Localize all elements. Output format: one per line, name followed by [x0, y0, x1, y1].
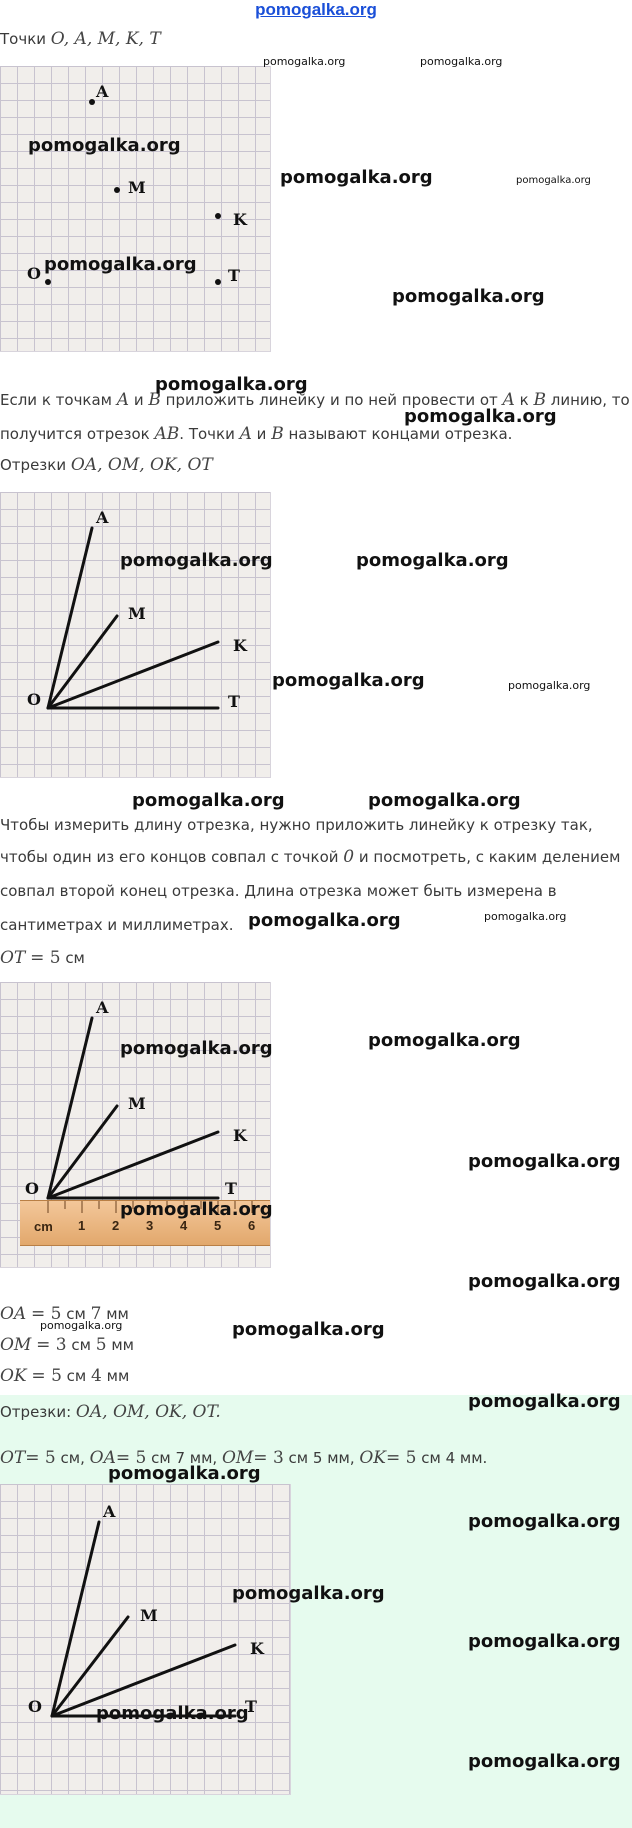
unit-fragment: мм — [106, 1305, 129, 1323]
point-a-label: A — [96, 82, 109, 101]
unit-fragment: см — [71, 1336, 91, 1354]
point-a-dot — [89, 99, 95, 105]
point-t-label: T — [245, 1697, 257, 1716]
math-fragment: 7 — [90, 1304, 102, 1324]
math-fragment: OA, OM, OK, OT. — [75, 1402, 221, 1422]
text-fragment: и — [133, 391, 144, 409]
ot-measurement — [0, 941, 85, 975]
point-o-dot — [45, 279, 51, 285]
math-fragment: B — [148, 390, 161, 410]
text-fragment: Если к точкам — [0, 391, 113, 409]
math-fragment: OM — [221, 1448, 254, 1468]
answer-grid-figure — [0, 1484, 291, 1795]
unit-fragment: см — [65, 949, 85, 967]
watermark-text: pomogalka.org — [468, 1391, 621, 1412]
math-fragment: A — [502, 390, 515, 410]
text-fragment: линию, то — [550, 391, 630, 409]
watermark-text: pomogalka.org — [516, 175, 591, 186]
watermark-text: pomogalka.org — [420, 55, 503, 68]
watermark-text: pomogalka.org — [155, 374, 308, 395]
point-o-label: O — [27, 690, 41, 709]
watermark-text: pomogalka.org — [356, 550, 509, 571]
watermark-text: pomogalka.org — [484, 910, 567, 923]
ruler-tick-label: 2 — [112, 1218, 120, 1233]
watermark-text: pomogalka.org — [468, 1751, 621, 1772]
point-o-label: O — [27, 264, 41, 283]
segments-diagram — [0, 492, 270, 777]
math-fragment: = 3 — [36, 1335, 67, 1355]
watermark-text: pomogalka.org — [132, 790, 285, 811]
answer-line1 — [0, 1395, 221, 1429]
watermark-text: pomogalka.org — [468, 1151, 621, 1172]
points-diagram — [0, 66, 270, 351]
math-fragment: = 5 — [25, 1448, 56, 1468]
math-fragment: = 5 — [386, 1448, 417, 1468]
math-fragment: AB — [154, 424, 180, 444]
ruler-tick-label: 5 — [214, 1218, 222, 1233]
ruler-tick-label: 6 — [248, 1218, 256, 1233]
point-m-label: M — [128, 604, 146, 623]
explanation2-line1: Чтобы измерить длину отрезка, нужно приложить линейку к отрезку так, — [0, 816, 593, 834]
ruler-tick-label: 1 — [78, 1218, 86, 1233]
segments-caption-prefix: Отрезки — [0, 456, 67, 474]
measurement-ok — [0, 1359, 129, 1393]
math-fragment: OA — [0, 1304, 27, 1324]
math-fragment: B — [271, 424, 284, 444]
text-fragment: называют концами отрезка. — [288, 425, 513, 443]
ruler-tick-label: 4 — [180, 1218, 188, 1233]
math-fragment: OK — [359, 1448, 387, 1468]
math-fragment: A — [116, 390, 130, 410]
points-grid-figure — [0, 66, 271, 352]
math-fragment: = 3 — [253, 1448, 284, 1468]
segments-caption — [0, 448, 213, 482]
unit-fragment: см — [66, 1305, 86, 1323]
explanation2-line3: совпал второй конец отрезка. Длина отрезка может быть измерена в — [0, 882, 557, 900]
point-m-label: M — [128, 1094, 146, 1113]
watermark-text: pomogalka.org — [468, 1271, 621, 1292]
watermark-text: pomogalka.org — [44, 254, 197, 275]
watermark-text: pomogalka.org — [392, 286, 545, 307]
point-o-label: O — [25, 1179, 39, 1198]
text-fragment: . Точки — [179, 425, 235, 443]
text-fragment: приложить линейку и по ней провести от — [165, 391, 498, 409]
watermark-text: pomogalka.org — [120, 1038, 273, 1059]
watermark-text: pomogalka.org — [232, 1319, 385, 1340]
watermark-text: pomogalka.org — [468, 1511, 621, 1532]
unit-fragment: см 4 мм. — [421, 1449, 488, 1467]
point-k-dot — [215, 213, 221, 219]
watermark-text: pomogalka.org — [508, 679, 591, 692]
points-caption — [0, 22, 161, 56]
point-k-label: K — [233, 210, 247, 229]
watermark-text: pomogalka.org — [232, 1583, 385, 1604]
text-fragment: и — [256, 425, 267, 443]
explanation2-line4: сантиметрах и миллиметрах. — [0, 916, 234, 934]
text-fragment: и посмотреть, с каким делением — [358, 848, 621, 866]
math-fragment: OT — [0, 1448, 26, 1468]
watermark-text: pomogalka.org — [272, 670, 425, 691]
segments-caption-math: OA, OM, OK, OT — [70, 455, 213, 475]
math-fragment: OT — [0, 948, 26, 968]
text-fragment: получится отрезок — [0, 425, 150, 443]
segments-grid-figure — [0, 492, 271, 778]
point-t-label: T — [225, 1179, 237, 1198]
site-logo-link[interactable]: pomogalka.org — [255, 0, 377, 19]
point-a-label: A — [96, 508, 109, 527]
math-fragment: = 5 — [31, 1366, 62, 1386]
math-fragment: OM — [0, 1335, 32, 1355]
point-a-label: A — [103, 1502, 116, 1521]
watermark-text: pomogalka.org — [108, 1463, 261, 1484]
point-k-label: K — [233, 1126, 247, 1145]
math-fragment: OK — [0, 1366, 27, 1386]
math-fragment: = 5 — [115, 1448, 147, 1468]
math-fragment: 4 — [91, 1366, 102, 1386]
math-fragment: 5 — [95, 1335, 107, 1355]
math-fragment: OA — [89, 1448, 116, 1468]
watermark-text: pomogalka.org — [28, 135, 181, 156]
point-m-label: M — [140, 1606, 158, 1625]
unit-fragment: см, — [60, 1449, 85, 1467]
watermark-text: pomogalka.org — [280, 167, 433, 188]
unit-fragment: см 7 мм, — [151, 1449, 218, 1467]
point-k-label: K — [250, 1639, 264, 1658]
math-fragment: = 5 — [30, 948, 61, 968]
measurement-om — [0, 1328, 134, 1362]
watermark-text: pomogalka.org — [248, 910, 401, 931]
text-fragment: чтобы один из его концов совпал с точкой — [0, 848, 339, 866]
unit-fragment: см 5 мм, — [288, 1449, 355, 1467]
point-m-dot — [114, 187, 120, 193]
watermark-text: pomogalka.org — [120, 550, 273, 571]
watermark-text: pomogalka.org — [404, 406, 557, 427]
point-k-label: K — [233, 636, 247, 655]
answer-segments-diagram — [0, 1484, 290, 1794]
point-a-label: A — [96, 998, 109, 1017]
ruler-tick-label: 3 — [146, 1218, 154, 1233]
watermark-text: pomogalka.org — [120, 1199, 273, 1220]
unit-fragment: мм — [106, 1367, 130, 1385]
watermark-text: pomogalka.org — [368, 1030, 521, 1051]
math-fragment: A — [239, 424, 252, 444]
points-caption-prefix: Точки — [0, 30, 47, 48]
points-caption-math: O, A, M, K, T — [50, 29, 161, 49]
math-fragment: = 5 — [31, 1304, 62, 1324]
text-fragment: Отрезки: — [0, 1403, 72, 1421]
math-fragment: B — [533, 390, 546, 410]
point-t-label: T — [228, 692, 240, 711]
point-t-dot — [215, 279, 221, 285]
point-o-label: O — [28, 1697, 42, 1716]
watermark-text: pomogalka.org — [468, 1631, 621, 1652]
text-fragment: к — [519, 391, 529, 409]
point-m-label: M — [128, 178, 146, 197]
math-fragment: 0 — [343, 847, 355, 867]
ruler-unit-label: cm — [34, 1219, 53, 1234]
unit-fragment: см — [66, 1367, 87, 1385]
watermark-text: pomogalka.org — [40, 1319, 123, 1332]
point-t-label: T — [228, 266, 240, 285]
explanation2-line2 — [0, 840, 620, 874]
unit-fragment: мм — [111, 1336, 134, 1354]
watermark-text: pomogalka.org — [368, 790, 521, 811]
watermark-text: pomogalka.org — [263, 55, 346, 68]
watermark-text: pomogalka.org — [96, 1703, 249, 1724]
